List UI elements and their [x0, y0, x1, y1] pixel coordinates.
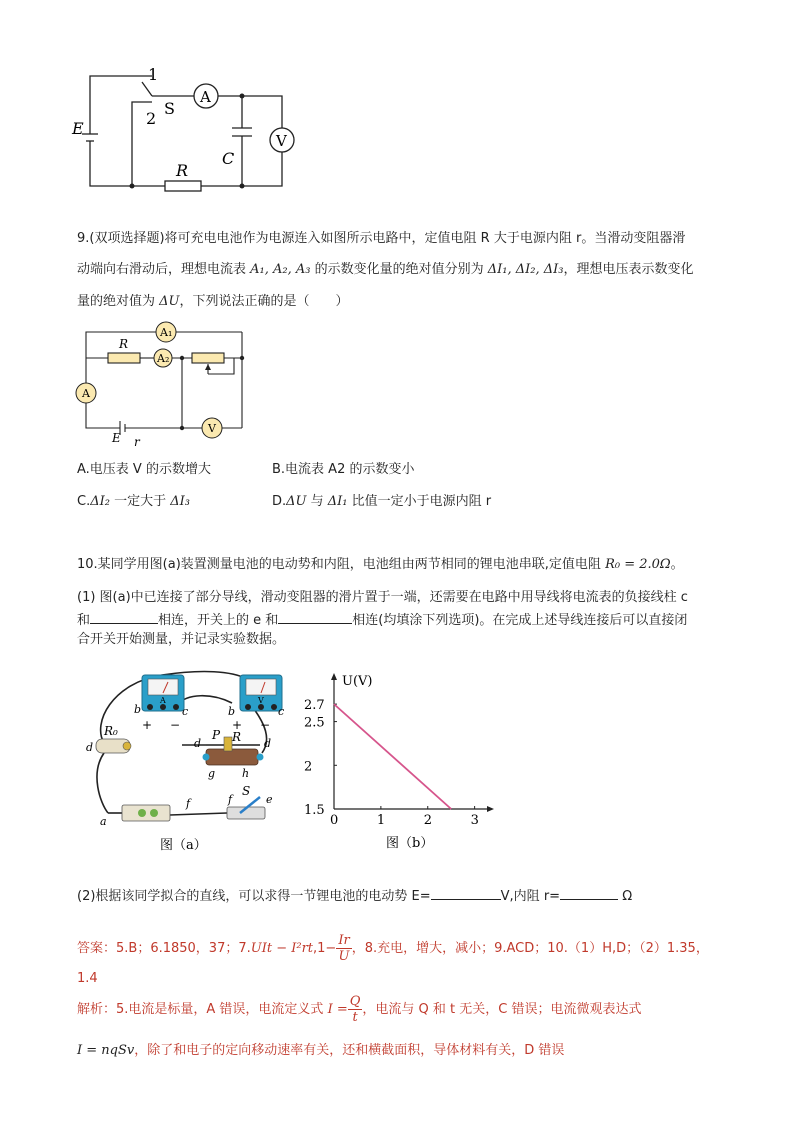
fig-a-b1: b	[134, 703, 142, 716]
q10-p2-c: Ω	[618, 889, 633, 904]
answer-blank-internal-r[interactable]	[560, 886, 618, 900]
answers-a3: ,1−	[313, 941, 337, 956]
q9-circuit-figure	[74, 318, 254, 450]
fig-a-caption: 图（a）	[160, 838, 207, 853]
x-tick-label: 3	[470, 813, 479, 828]
q9-optD-a: D.	[272, 494, 287, 509]
label-switch-S: S	[164, 99, 175, 118]
y-tick-label: 2	[304, 759, 313, 775]
q9-optD-dI1: ΔI₁	[327, 494, 348, 509]
fig-a-f2: f	[228, 793, 233, 806]
fig-a-S: S	[242, 784, 251, 798]
answers-a4: ，8.充电，增大，减小；9.ACD；10.（1）H,D；（2）1.35，	[351, 941, 709, 956]
q10-part1-line-3: 合开关开始测量，并记录实验数据。	[77, 632, 286, 647]
y-axis-label: U(V)	[342, 674, 373, 689]
fig-a-a: a	[100, 815, 107, 828]
ui-chart-figure-b	[300, 666, 500, 856]
answers-fraction-Ir-U	[336, 933, 351, 964]
q9-E-label: E	[112, 431, 121, 445]
ammeter-label: A	[200, 88, 211, 106]
q9-line-3	[77, 293, 349, 311]
x-axis-arrow	[487, 806, 494, 812]
analysis-line-1	[77, 992, 641, 1028]
q9-line2-text-a: 动端向右滑动后，理想电流表	[77, 262, 251, 277]
answers-frac-den: U	[338, 949, 350, 964]
fig-a-minus2: −	[260, 718, 271, 732]
label-R: R	[176, 161, 189, 180]
q9-option-D	[272, 493, 491, 511]
analysis-frac-den: t	[352, 1010, 358, 1025]
label-1: 1	[148, 65, 159, 84]
fig-a-plus2: +	[232, 718, 243, 732]
top-circuit-figure	[70, 62, 300, 194]
analysis-b3: ，电流与 Q 和 t 无关，C 错误；电流微观表达式	[362, 1002, 642, 1017]
q9-optD-c: 与	[306, 494, 328, 509]
q9-optC-dI2: ΔI₂	[90, 494, 110, 509]
fig-a-c1: c	[182, 705, 189, 718]
fig-a-P: P	[212, 728, 221, 742]
q10-R0-value: R₀ = 2.0Ω	[605, 557, 671, 572]
q10-p2-b: V,内阻 r=	[500, 889, 561, 904]
q9-delta-U: ΔU	[159, 294, 180, 309]
fig-a-d3: d	[264, 737, 272, 750]
fig-a-d1: d	[86, 741, 94, 754]
x-tick-label: 2	[423, 813, 433, 828]
fig-a-h: h	[242, 767, 250, 780]
analysis-b1: 解析：5.电流是标量，A 错误，电流定义式	[77, 1002, 328, 1017]
fit-line-series	[334, 704, 451, 809]
q10-line1-a: 10.某同学用图(a)装置测量电池的电动势和内阻，电池组由两节相同的锂电池串联,定值电阻	[77, 557, 606, 572]
answer-blank-emf[interactable]	[431, 886, 501, 900]
q10-line-1	[77, 556, 684, 574]
analysis-I-nqSv: I = nqSv	[77, 1043, 135, 1058]
fig-a-e: e	[266, 793, 273, 806]
q9-optC-a: C.	[77, 494, 91, 509]
q9-ammeters: A₁, A₂, A₃	[250, 262, 311, 277]
q9-r-label: r	[134, 435, 140, 449]
fig-a-g: g	[208, 767, 216, 780]
y-axis-arrow	[331, 673, 337, 680]
fig-a-minus1: −	[170, 718, 181, 732]
ammeter-A-letter: A	[160, 696, 166, 705]
q9-line2-text-e: ，理想电压表示数变化	[563, 262, 694, 277]
q9-optD-dU: ΔU	[286, 494, 307, 509]
answer-blank-c[interactable]	[90, 610, 158, 624]
fig-a-f1: f	[186, 797, 191, 810]
label-E: E	[72, 119, 84, 138]
y-tick-label: 2.5	[304, 715, 325, 731]
analysis-c2: ，除了和电子的定向移动速率有关，还和横截面积，导体材料有关，D 错误	[134, 1043, 565, 1058]
q9-option-C	[77, 493, 190, 511]
fig-a-R: R	[232, 730, 242, 744]
q9-V-label: V	[208, 422, 216, 435]
q10-p2-a: (2)根据该同学拟合的直线，可以求得一节锂电池的电动势 E=	[77, 889, 431, 904]
analysis-I-eq: I =	[327, 1002, 348, 1017]
fig-a-plus1: +	[142, 718, 153, 732]
q9-optD-e: 比值一定小于电源内阻 r	[347, 494, 492, 509]
q9-optC-dI3: ΔI₃	[170, 494, 190, 509]
q9-optC-c: 一定大于	[109, 494, 171, 509]
answers-a1: 答案：5.B；6.1850，37；7.	[77, 941, 251, 956]
q10-p1-l2-a: 和	[77, 613, 91, 628]
analysis-fraction-Q-t	[348, 994, 363, 1025]
y-tick-label: 1.5	[304, 803, 325, 818]
x-tick-label: 1	[376, 813, 386, 828]
analysis-frac-num: Q	[349, 994, 361, 1009]
q9-A2-label: A₂	[157, 352, 170, 365]
q10-p1-l2-c: 相连(均填涂下列选项)。在完成上述导线连接后可以直接闭	[352, 613, 688, 628]
q10-part1-line-2	[77, 610, 687, 630]
fig-a-R0: R₀	[104, 724, 118, 738]
q10-line1-c: 。	[670, 557, 684, 572]
label-C: C	[222, 149, 235, 168]
fig-b-caption: 图（b）	[386, 836, 434, 851]
answers-line-1	[77, 932, 709, 966]
q10-p1-l2-b: 相连，开关上的 e 和	[158, 613, 279, 628]
analysis-line-2	[77, 1042, 564, 1060]
q9-option-A: A.电压表 V 的示数增大	[77, 462, 211, 477]
voltmeter-device	[240, 675, 282, 711]
q10-part1-line-1: (1) 图(a)中已连接了部分导线，滑动变阻器的滑片置于一端，还需要在电路中用导线将电流表的负接线柱 c	[77, 590, 688, 605]
q9-A-label: A	[82, 387, 90, 400]
voltmeter-label: V	[276, 132, 287, 150]
q9-line-1: 9.(双项选择题)将可充电电池作为电源连入如图所示电路中，定值电阻 R 大于电源内阻 r。当滑动变阻器滑	[77, 231, 686, 246]
q9-line3-text-c: ，下列说法正确的是（ ）	[179, 294, 349, 309]
y-tick-label: 2.7	[304, 698, 325, 714]
q9-option-B: B.电流表 A2 的示数变小	[272, 462, 415, 477]
q9-line2-text-c: 的示数变化量的绝对值分别为	[310, 262, 488, 277]
q9-line3-text-a: 量的绝对值为	[77, 294, 160, 309]
q9-delta-currents: ΔI₁, ΔI₂, ΔI₃	[487, 262, 564, 277]
fig-a-b2: b	[228, 705, 236, 718]
q9-R-label: R	[119, 337, 129, 351]
apparatus-figure-a	[82, 663, 294, 855]
q10-part2-line	[77, 886, 632, 906]
q9-A1-label: A₁	[160, 326, 173, 339]
fig-a-d2: d	[194, 737, 202, 750]
q9-line-2	[77, 261, 693, 279]
voltmeter-V-letter: V	[258, 696, 264, 705]
fig-a-c2: c	[278, 705, 285, 718]
answers-frac-num: Ir	[338, 933, 350, 948]
ammeter-device	[142, 675, 184, 711]
answers-formula-7: UIt − I²rt	[250, 941, 314, 956]
label-2: 2	[146, 109, 157, 128]
answers-line-2: 1.4	[77, 971, 98, 986]
answer-blank-e[interactable]	[278, 610, 352, 624]
x-tick-label: 0	[330, 813, 339, 828]
